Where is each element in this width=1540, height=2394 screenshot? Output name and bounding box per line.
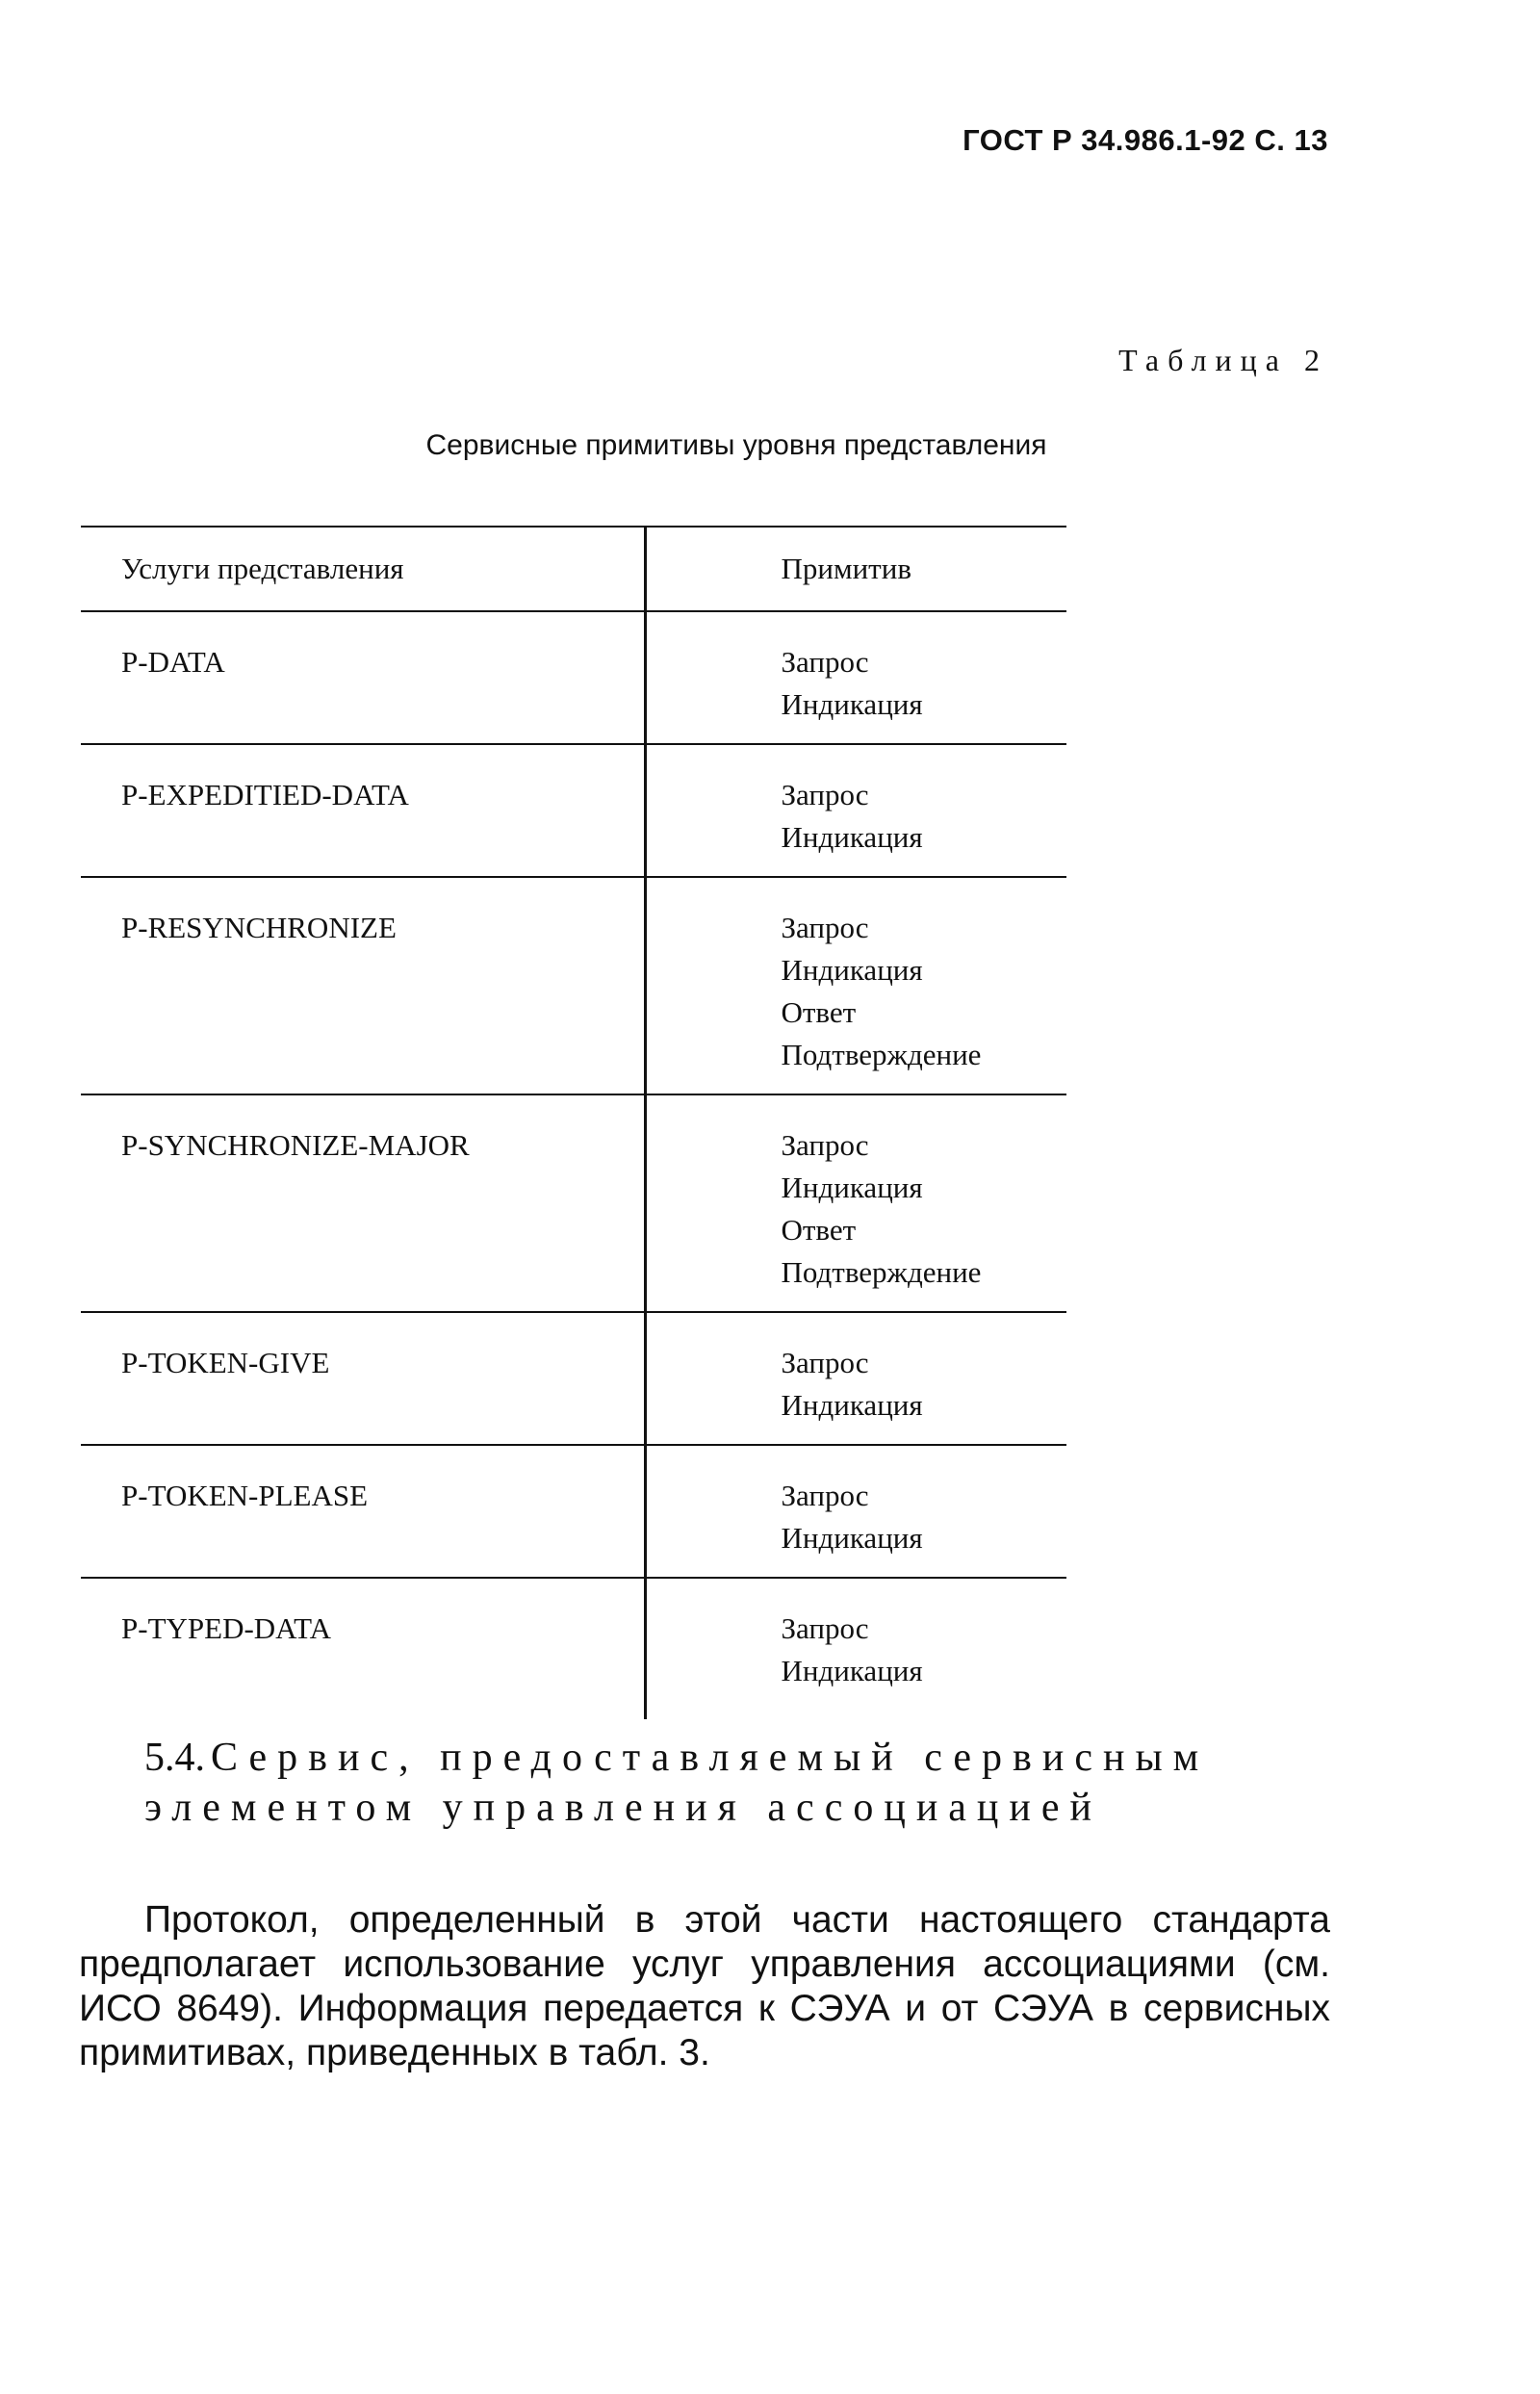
service-name: P-DATA	[121, 645, 225, 679]
primitive-item: Подтверждение	[781, 1038, 982, 1071]
primitive-item: Запрос	[781, 1611, 869, 1645]
column-header-services: Услуги представления	[121, 552, 404, 585]
service-cell	[81, 1445, 645, 1578]
primitive-item: Запрос	[781, 1128, 869, 1162]
primitive-cell	[645, 877, 1066, 1094]
page-header: ГОСТ Р 34.986.1-92 С. 13	[962, 123, 1328, 157]
column-header-primitive: Примитив	[645, 527, 1066, 611]
primitive-item: Запрос	[781, 778, 869, 811]
table-row	[81, 877, 1066, 1094]
primitive-item: Индикация	[781, 953, 923, 987]
service-name: P-TOKEN-GIVE	[121, 1346, 330, 1379]
primitive-item: Индикация	[781, 687, 923, 721]
service-name: P-RESYNCHRONIZE	[121, 911, 397, 944]
section-number: 5.4.	[144, 1736, 205, 1780]
table-body	[81, 611, 1066, 1719]
service-name: P-TOKEN-PLEASE	[121, 1479, 369, 1512]
primitive-cell	[645, 1312, 1066, 1445]
service-cell	[81, 1094, 645, 1312]
primitive-item: Ответ	[781, 995, 857, 1029]
primitive-cell	[645, 611, 1066, 744]
service-cell	[81, 1312, 645, 1445]
primitive-cell	[645, 1578, 1066, 1719]
section-heading	[144, 1733, 1338, 1833]
primitive-item: Подтверждение	[781, 1255, 982, 1289]
service-cell	[81, 611, 645, 744]
primitive-item: Ответ	[781, 1213, 857, 1247]
body-paragraph: Протокол, определенный в этой части настоящего стандарта предполагает использование услуг управления ассоциациями (см. ИСО 8649). Информация передается к СЭУА и от СЭУА в сервисных примитивах, приведенных в табл. 3.	[79, 1899, 1330, 2073]
table-caption: Сервисные примитивы уровня представления	[425, 429, 1047, 461]
primitive-item: Индикация	[781, 1654, 923, 1687]
primitive-item: Индикация	[781, 1521, 923, 1555]
primitives-table	[81, 526, 1066, 1719]
table-row	[81, 1445, 1066, 1578]
primitive-cell	[645, 744, 1066, 877]
primitive-item: Запрос	[781, 645, 869, 679]
table-header-row	[81, 527, 1066, 611]
section-title: Сервис, предоставляемый сервисным элементом управления ассоциацией	[144, 1736, 1210, 1830]
table-number: Таблица 2	[1118, 343, 1328, 377]
primitive-cell	[645, 1094, 1066, 1312]
table-row	[81, 1094, 1066, 1312]
service-cell	[81, 744, 645, 877]
service-name: P-EXPEDITIED-DATA	[121, 778, 409, 811]
table-row	[81, 1578, 1066, 1719]
primitive-item: Запрос	[781, 1479, 869, 1512]
service-cell	[81, 877, 645, 1094]
primitive-item: Индикация	[781, 820, 923, 854]
table-row	[81, 1312, 1066, 1445]
primitive-item: Запрос	[781, 911, 869, 944]
primitive-item: Запрос	[781, 1346, 869, 1379]
primitive-item: Индикация	[781, 1171, 923, 1204]
service-name: P-TYPED-DATA	[121, 1611, 331, 1645]
primitive-item: Индикация	[781, 1388, 923, 1422]
primitive-cell	[645, 1445, 1066, 1578]
service-cell	[81, 1578, 645, 1719]
table-row	[81, 744, 1066, 877]
table-row	[81, 611, 1066, 744]
service-name: P-SYNCHRONIZE-MAJOR	[121, 1128, 470, 1162]
